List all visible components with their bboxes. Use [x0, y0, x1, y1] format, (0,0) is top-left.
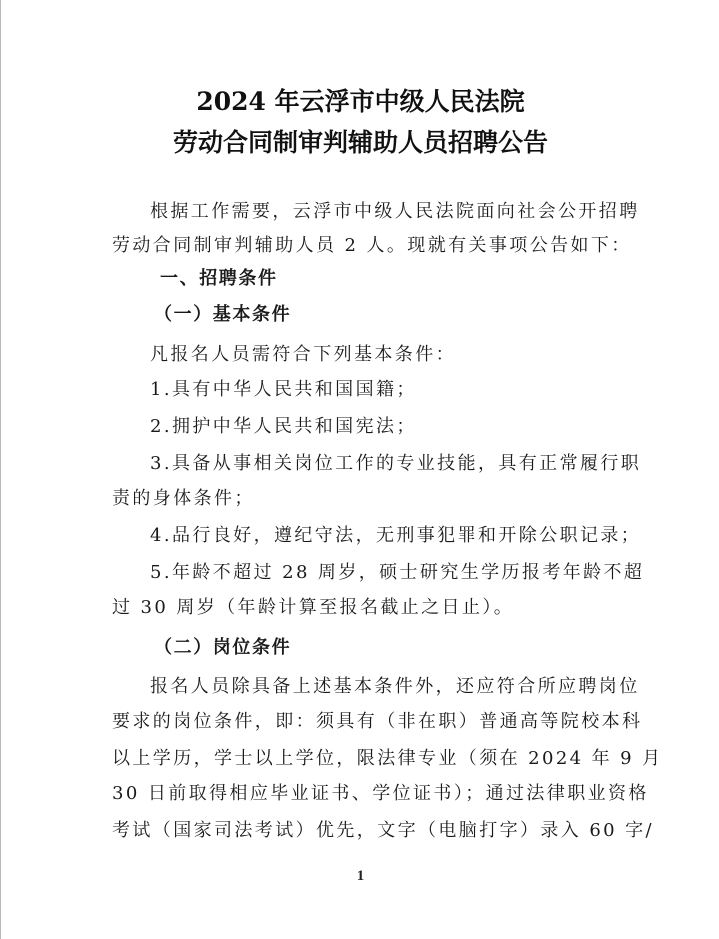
section-heading-recruitment-conditions: 一、招聘条件 [160, 268, 278, 289]
paragraph-position-line-2: 要求的岗位条件，即：须具有（非在职）普通高等院校本科 [112, 711, 643, 732]
subsection-heading-position-conditions: （二）岗位条件 [154, 637, 292, 658]
document-title-line-1: 2024 年云浮市中级人民法院 [196, 87, 525, 116]
list-item-3-line-2: 责的身体条件； [112, 488, 255, 509]
list-item-4: 4.品行良好，遵纪守法，无刑事犯罪和开除公职记录； [150, 525, 642, 546]
list-item-2: 2.拥护中华人民共和国宪法； [150, 416, 417, 437]
page-number: 1 [356, 868, 365, 884]
paragraph-position-line-1: 报名人员除具备上述基本条件外，还应符合所应聘岗位 [150, 676, 640, 697]
paragraph-position-line-4: 30 日前取得相应毕业证书、学位证书）；通过法律职业资格 [112, 783, 649, 804]
list-item-1: 1.具有中华人民共和国国籍； [150, 379, 417, 400]
paragraph-intro-line-2: 劳动合同制审判辅助人员 2 人。现就有关事项公告如下： [112, 235, 632, 256]
list-item-5-line-2: 过 30 周岁（年龄计算至报名截止之日止）。 [112, 597, 515, 618]
list-item-5-line-1: 5.年龄不超过 28 周岁，硕士研究生学历报考年龄不超 [150, 562, 645, 583]
subsection-heading-basic-conditions: （一）基本条件 [154, 304, 292, 325]
paragraph-intro-line-1: 根据工作需要，云浮市中级人民法院面向社会公开招聘 [150, 201, 640, 222]
paragraph-position-line-5: 考试（国家司法考试）优先，文字（电脑打字）录入 60 字/ [112, 820, 655, 841]
document-title-line-2: 劳动合同制审判辅助人员招聘公告 [172, 128, 548, 157]
paragraph-basic-intro: 凡报名人员需符合下列基本条件： [150, 344, 456, 365]
paragraph-position-line-3: 以上学历，学士以上学位，限法律专业（须在 2024 年 9 月 [112, 748, 663, 769]
list-item-3-line-1: 3.具备从事相关岗位工作的专业技能，具有正常履行职 [150, 453, 642, 474]
